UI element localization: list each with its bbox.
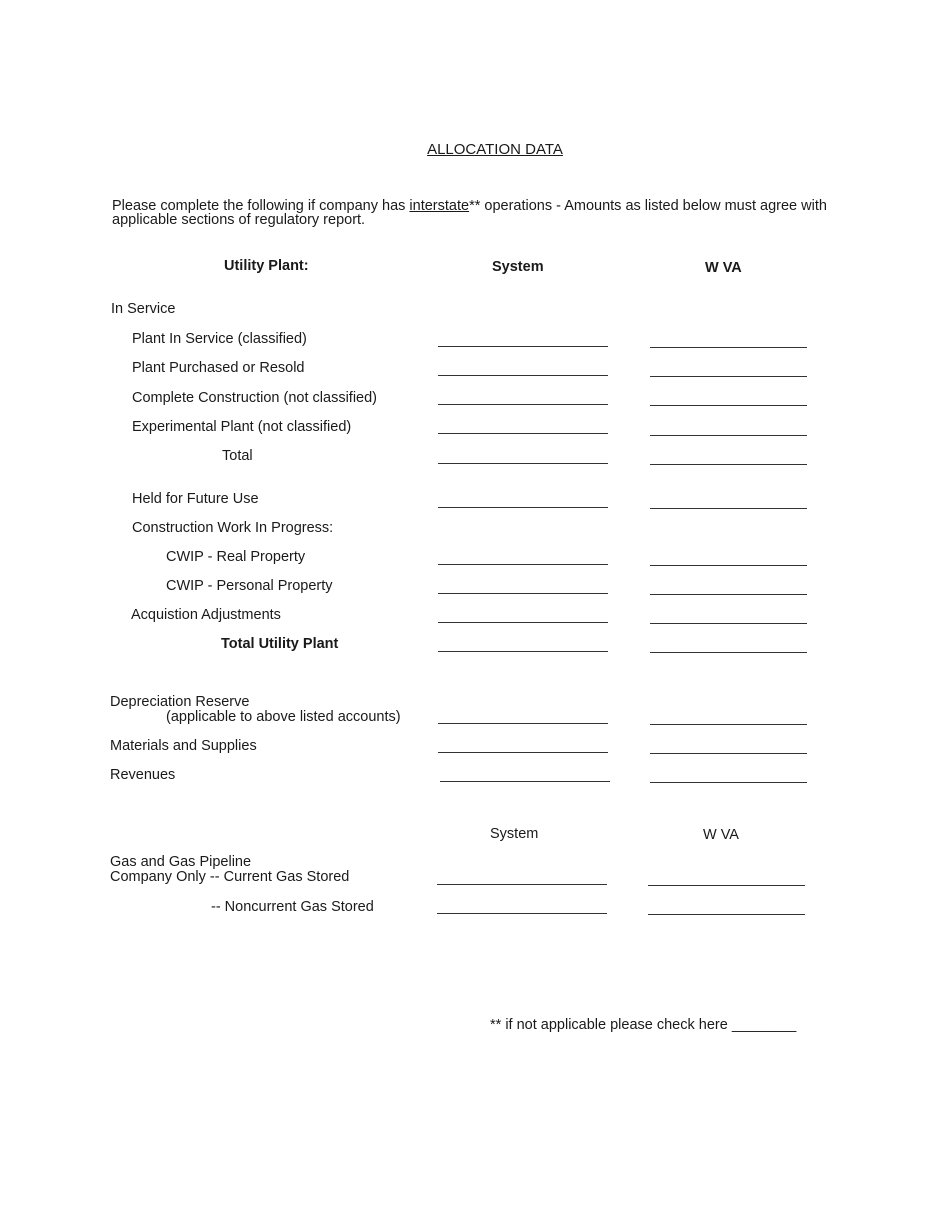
cwip-personal-wva-blank[interactable] (650, 594, 807, 595)
depreciation-system-blank[interactable] (438, 723, 608, 724)
held-future-system-blank[interactable] (438, 507, 608, 508)
page-title: ALLOCATION DATA (427, 141, 563, 158)
acquisition-wva-blank[interactable] (650, 623, 807, 624)
complete-construction-wva-blank[interactable] (650, 405, 807, 406)
noncurrent-gas-stored-label: -- Noncurrent Gas Stored (211, 899, 374, 915)
revenues-wva-blank[interactable] (650, 782, 807, 783)
revenues-label: Revenues (110, 767, 176, 783)
plant-purchased-wva-blank[interactable] (650, 376, 807, 377)
plant-purchased-system-blank[interactable] (438, 375, 608, 376)
complete-construction-label: Complete Construction (not classified) (132, 390, 377, 406)
total-utility-plant-wva-blank[interactable] (650, 652, 807, 653)
wva-column-header: W VA (705, 260, 742, 276)
current-gas-system-blank[interactable] (437, 884, 607, 885)
plant-in-service-wva-blank[interactable] (650, 347, 807, 348)
intro-after: ** operations - Amounts as listed below must agree with applicable sections of regulatory report. (112, 198, 827, 228)
cwip-real-wva-blank[interactable] (650, 565, 807, 566)
acquisition-system-blank[interactable] (438, 622, 608, 623)
cwip-personal-label: CWIP - Personal Property (166, 578, 333, 594)
total-wva-blank[interactable] (650, 464, 807, 465)
depreciation-reserve-label: Depreciation Reserve (110, 694, 250, 710)
cwip-personal-system-blank[interactable] (438, 593, 608, 594)
plant-in-service-label: Plant In Service (classified) (132, 331, 307, 347)
gas-system-column-header: System (490, 826, 539, 842)
plant-purchased-label: Plant Purchased or Resold (132, 360, 305, 376)
not-applicable-footnote: ** if not applicable please check here ________ (490, 1017, 797, 1033)
current-gas-wva-blank[interactable] (648, 885, 805, 886)
acquisition-adjustments-label: Acquistion Adjustments (131, 607, 281, 623)
held-future-use-label: Held for Future Use (132, 491, 259, 507)
cwip-real-system-blank[interactable] (438, 564, 608, 565)
total-utility-plant-label: Total Utility Plant (221, 636, 339, 652)
utility-plant-header: Utility Plant: (224, 258, 309, 274)
cwip-header-label: Construction Work In Progress: (132, 520, 334, 536)
in-service-label: In Service (111, 301, 176, 317)
held-future-wva-blank[interactable] (650, 508, 807, 509)
experimental-plant-system-blank[interactable] (438, 433, 608, 434)
gas-pipeline-label: Gas and Gas Pipeline (110, 854, 252, 870)
intro-interstate: interstate (409, 198, 470, 214)
intro-before: Please complete the following if company has (112, 198, 410, 214)
depreciation-note-label: (applicable to above listed accounts) (166, 709, 401, 725)
noncurrent-gas-wva-blank[interactable] (648, 914, 805, 915)
materials-system-blank[interactable] (438, 752, 608, 753)
gas-wva-column-header: W VA (703, 827, 739, 843)
total-label: Total (222, 448, 253, 464)
intro-paragraph (112, 199, 872, 227)
total-utility-plant-system-blank[interactable] (438, 651, 608, 652)
materials-supplies-label: Materials and Supplies (110, 738, 257, 754)
revenues-system-blank[interactable] (440, 781, 610, 782)
current-gas-stored-label: Company Only -- Current Gas Stored (110, 869, 350, 885)
complete-construction-system-blank[interactable] (438, 404, 608, 405)
experimental-plant-wva-blank[interactable] (650, 435, 807, 436)
total-system-blank[interactable] (438, 463, 608, 464)
cwip-real-label: CWIP - Real Property (166, 549, 306, 565)
noncurrent-gas-system-blank[interactable] (437, 913, 607, 914)
depreciation-wva-blank[interactable] (650, 724, 807, 725)
system-column-header: System (492, 259, 544, 275)
materials-wva-blank[interactable] (650, 753, 807, 754)
plant-in-service-system-blank[interactable] (438, 346, 608, 347)
experimental-plant-label: Experimental Plant (not classified) (132, 419, 352, 435)
